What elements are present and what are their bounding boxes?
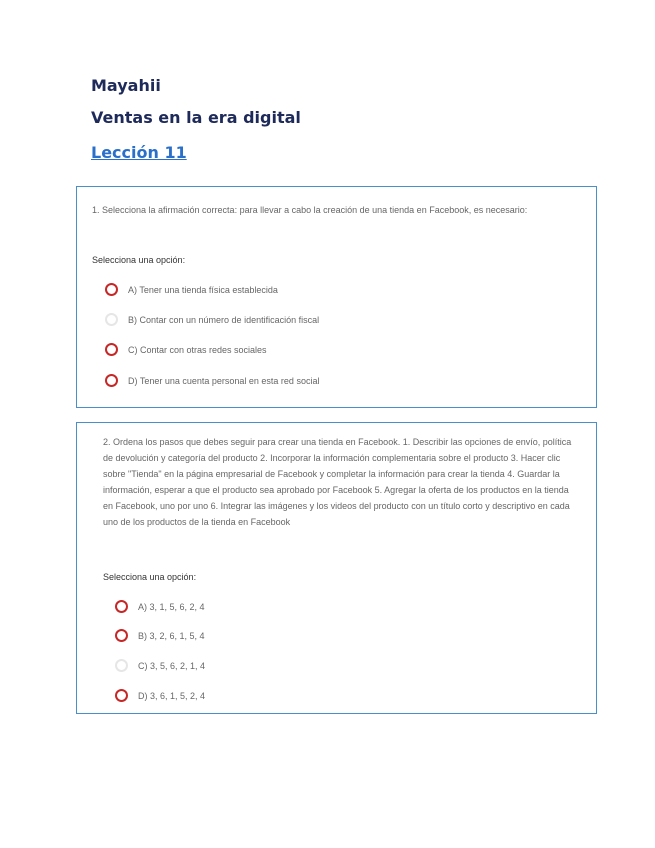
option-b	[105, 313, 319, 326]
option-label: B) Contar con un número de identificación fiscal	[128, 314, 320, 325]
option-label: C) 3, 5, 6, 2, 1, 4	[138, 660, 206, 671]
radio-button[interactable]	[105, 283, 118, 296]
radio-button[interactable]	[105, 343, 118, 356]
radio-button-disabled	[115, 659, 128, 672]
option-a[interactable]	[105, 283, 278, 296]
question-text: 1. Selecciona la afirmación correcta: para llevar a cabo la creación de una tienda en Facebook, es necesario:	[92, 205, 528, 215]
option-label: A) Tener una tienda física establecida	[128, 284, 278, 295]
lesson-link[interactable]: Lección 11	[91, 143, 187, 162]
radio-button-disabled	[105, 313, 118, 326]
option-d[interactable]	[115, 689, 205, 702]
option-b[interactable]	[115, 629, 205, 642]
select-option-prompt: Selecciona una opción:	[92, 255, 186, 265]
option-c[interactable]	[105, 343, 267, 356]
option-label: B) 3, 2, 6, 1, 5, 4	[138, 630, 205, 641]
brand-name: Mayahii	[91, 76, 161, 95]
question-card-1	[76, 186, 597, 408]
radio-button[interactable]	[115, 629, 128, 642]
option-a[interactable]	[115, 600, 205, 613]
option-label: C) Contar con otras redes sociales	[128, 344, 267, 355]
radio-button[interactable]	[115, 689, 128, 702]
option-d[interactable]	[105, 374, 319, 387]
option-label: A) 3, 1, 5, 6, 2, 4	[138, 601, 205, 612]
radio-button[interactable]	[105, 374, 118, 387]
question-text: 2. Ordena los pasos que debes seguir para crear una tienda en Facebook. 1. Describir las opciones de envío, política de devolución y categoría del producto 2. Incorporar la información complementaria sobre el producto 3. Hacer clic sobre "Tienda" en la página empresarial de Facebook y completar la información para crear la tienda 4. Guardar la información, esperar a que el producto sea aprobado por Facebook 5. Agregar la oferta de los productos en la tienda en Facebook, uno por uno 6. Integrar las imágenes y los videos del producto con un título corto y descriptivo en cada uno de los productos de la tienda en Facebook	[103, 437, 572, 527]
question-card-2	[76, 422, 597, 714]
option-c	[115, 659, 205, 672]
radio-button[interactable]	[115, 600, 128, 613]
select-option-prompt: Selecciona una opción:	[103, 572, 197, 582]
option-label: D) 3, 6, 1, 5, 2, 4	[138, 690, 206, 701]
option-label: D) Tener una cuenta personal en esta red social	[128, 375, 320, 386]
course-title: Ventas en la era digital	[91, 108, 301, 127]
